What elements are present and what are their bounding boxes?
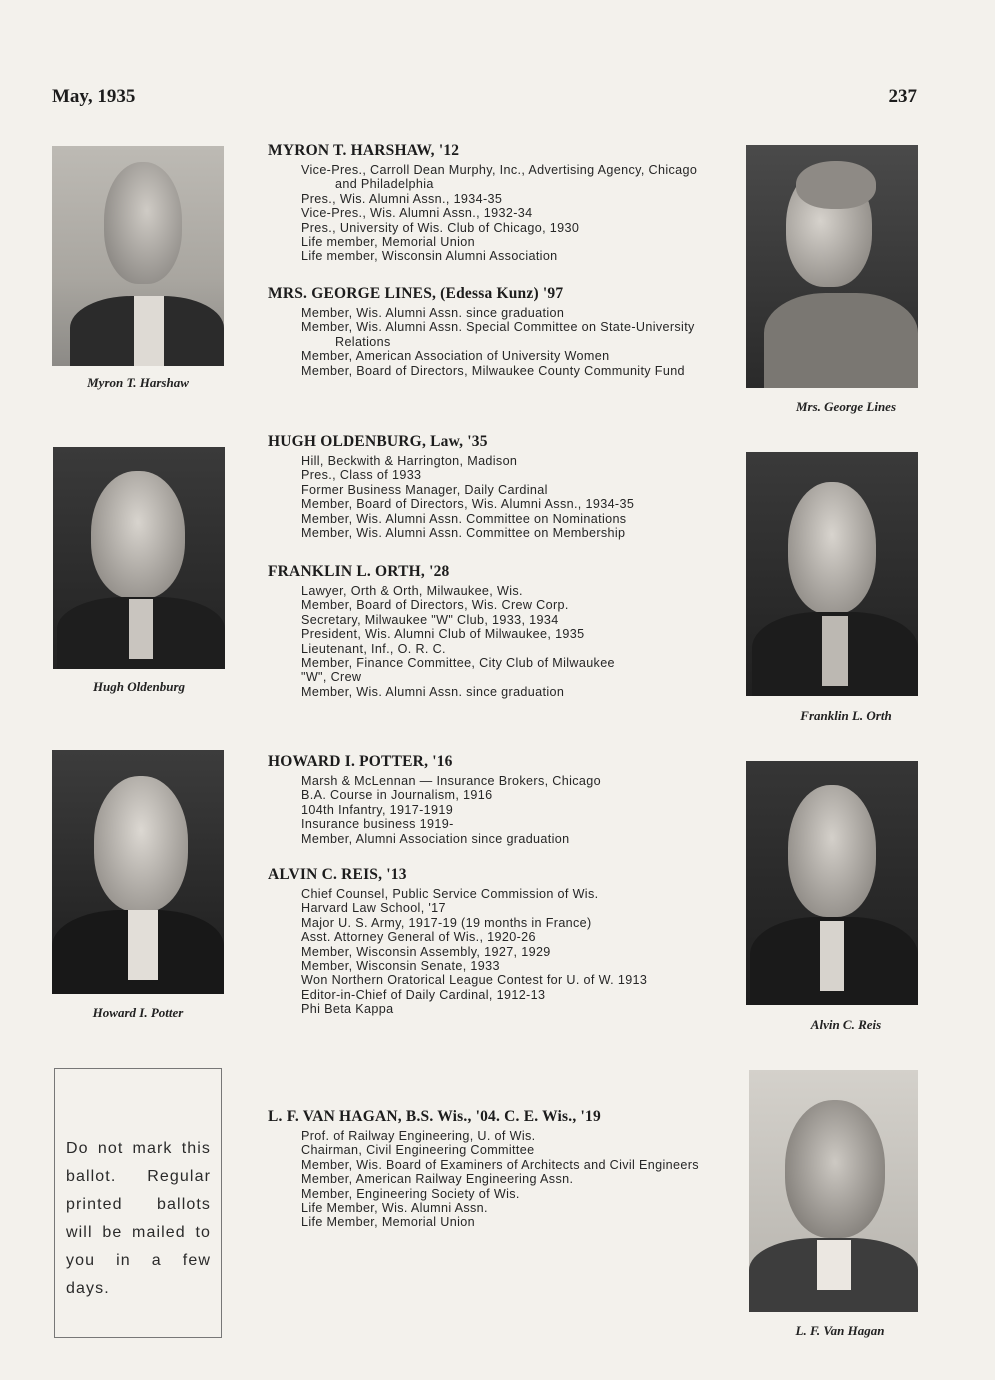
entry-line: Hill, Beckwith & Harrington, Madison	[301, 454, 518, 468]
entry-line: Member, Wisconsin Senate, 1933	[301, 959, 500, 974]
entry-line: Member, Wis. Alumni Assn. since graduation	[301, 684, 565, 699]
entry-line: Member, Alumni Association since graduation	[301, 831, 570, 846]
entry-line: Won Northern Oratorical League Contest for U. of W. 1913	[301, 973, 648, 988]
entry-line: Pres., Wis. Alumni Assn., 1934-35	[301, 191, 503, 206]
entry-line: Member, Wis. Alumni Assn. since graduation	[301, 306, 565, 320]
entry-line: Lieutenant, Inf., O. R. C.	[301, 641, 446, 656]
entry-line: Prof. of Railway Engineering, U. of Wis.	[301, 1129, 536, 1143]
entry-line: Lawyer, Orth & Orth, Milwaukee, Wis.	[301, 584, 523, 598]
entry-line: Member, American Railway Engineering Assn.	[301, 1172, 574, 1187]
entry-line: 104th Infantry, 1917-1919	[301, 802, 454, 817]
entry-harshaw	[268, 142, 718, 264]
entry-name: ALVIN C. REIS, '13	[268, 866, 407, 883]
entry-line: Marsh & McLennan — Insurance Brokers, Chicago	[301, 774, 601, 788]
entry-line: Member, Board of Directors, Wis. Crew Corp.	[301, 598, 569, 613]
page-number: 237	[888, 86, 917, 107]
entry-line: Editor-in-Chief of Daily Cardinal, 1912-13	[301, 987, 546, 1002]
entry-line: Vice-Pres., Carroll Dean Murphy, Inc., Advertising Agency, Chicago and Philadelphia	[301, 163, 698, 192]
entry-line: President, Wis. Alumni Club of Milwaukee, 1935	[301, 627, 585, 642]
entry-name: MYRON T. HARSHAW, '12	[268, 142, 460, 159]
entry-line: Secretary, Milwaukee "W" Club, 1933, 1934	[301, 612, 559, 627]
entry-name: FRANKLIN L. ORTH, '28	[268, 563, 450, 580]
caption-van-hagan: L. F. Van Hagan	[795, 1323, 885, 1338]
caption-orth: Franklin L. Orth	[800, 708, 892, 723]
caption-oldenburg: Hugh Oldenburg	[92, 679, 186, 694]
entry-line: Member, Wisconsin Assembly, 1927, 1929	[301, 944, 551, 959]
photo-harshaw	[52, 146, 224, 366]
photo-oldenburg	[53, 447, 225, 669]
entry-potter	[268, 753, 718, 846]
entry-line: Vice-Pres., Wis. Alumni Assn., 1932-34	[301, 206, 533, 221]
entry-name: HOWARD I. POTTER, '16	[268, 753, 453, 770]
photo-reis	[746, 761, 918, 1005]
entry-van-hagan	[268, 1108, 718, 1230]
entry-line: Member, Wis. Alumni Assn. Committee on Membership	[301, 526, 626, 541]
photo-van-hagan	[749, 1070, 918, 1312]
entry-line: Chief Counsel, Public Service Commission of Wis.	[301, 887, 599, 901]
entry-line: Member, Engineering Society of Wis.	[301, 1186, 520, 1201]
entry-line: Member, Board of Directors, Milwaukee County Community Fund	[301, 363, 685, 378]
entry-line: Major U. S. Army, 1917-19 (19 months in France)	[301, 915, 592, 930]
entry-line: Insurance business 1919-	[301, 817, 454, 832]
photo-lines	[746, 145, 918, 388]
entry-line: Harvard Law School, '17	[301, 901, 446, 916]
entry-line: Pres., Class of 1933	[301, 468, 422, 483]
entry-line: B.A. Course in Journalism, 1916	[301, 788, 493, 803]
entry-line: Member, Board of Directors, Wis. Alumni Assn., 1934-35	[301, 497, 635, 512]
entry-line: Life member, Memorial Union	[301, 235, 475, 250]
entry-line: Pres., University of Wis. Club of Chicago, 1930	[301, 220, 580, 235]
entry-line: Member, American Association of University Women	[301, 349, 610, 364]
entry-line: Member, Wis. Board of Examiners of Architects and Civil Engineers	[301, 1157, 699, 1172]
entry-line: Life Member, Memorial Union	[301, 1215, 475, 1230]
entry-name: MRS. GEORGE LINES, (Edessa Kunz) '97	[268, 285, 564, 302]
caption-harshaw: Myron T. Harshaw	[87, 375, 189, 390]
entry-name: L. F. VAN HAGAN, B.S. Wis., '04. C. E. Wis., '19	[268, 1108, 601, 1125]
entry-line: Member, Wis. Alumni Assn. Committee on Nominations	[301, 511, 627, 526]
photo-potter	[52, 750, 224, 994]
ballot-notice: Do not mark this ballot. Regular printed ballots will be mailed to you in a few days.	[54, 1068, 222, 1338]
caption-reis: Alvin C. Reis	[810, 1017, 882, 1032]
entry-line: Phi Beta Kappa	[301, 1002, 394, 1017]
entry-orth	[268, 563, 718, 699]
entry-line: Life member, Wisconsin Alumni Association	[301, 249, 558, 264]
entry-line: Asst. Attorney General of Wis., 1920-26	[301, 930, 536, 945]
entry-line: Life Member, Wis. Alumni Assn.	[301, 1201, 488, 1216]
entry-line: Former Business Manager, Daily Cardinal	[301, 482, 548, 497]
entry-name: HUGH OLDENBURG, Law, '35	[268, 433, 488, 450]
entry-line: Member, Finance Committee, City Club of Milwaukee	[301, 656, 615, 671]
entry-lines	[268, 285, 718, 378]
entry-line: "W", Crew	[301, 670, 362, 685]
entry-oldenburg	[268, 433, 718, 540]
caption-potter: Howard I. Potter	[92, 1005, 184, 1020]
entry-line: Chairman, Civil Engineering Committee	[301, 1143, 535, 1158]
entry-reis	[268, 866, 718, 1017]
entry-line: Member, Wis. Alumni Assn. Special Committee on State-University Relations	[301, 320, 695, 349]
page-date: May, 1935	[52, 86, 136, 107]
photo-orth	[746, 452, 918, 696]
caption-lines: Mrs. George Lines	[795, 399, 897, 414]
